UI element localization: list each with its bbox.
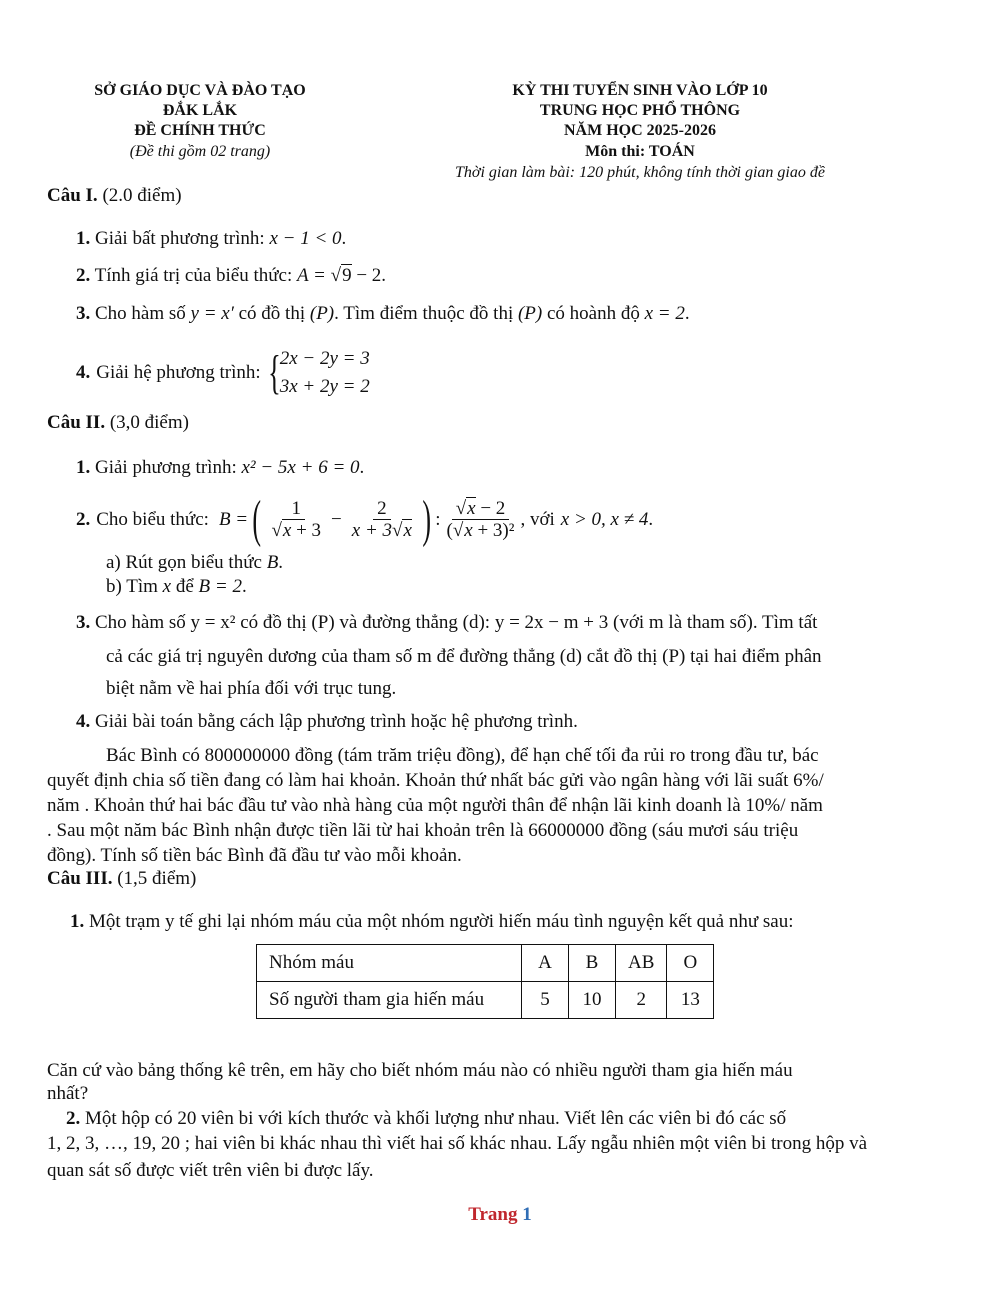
s2-q4-para-2: quyết định chia số tiền đang có làm hai khoản. Khoản thứ nhất bác gửi vào ngân hàng với lãi suất 6%/ [47,770,824,791]
fraction-3-den-tail: + 3)² [472,519,515,541]
s2-q2 [76,490,653,550]
page-footer [0,1204,1000,1226]
s3-q1 [70,911,794,933]
section-2-title: Câu II. [47,412,106,433]
s2-q2-end: . [648,509,654,530]
section-1-heading [47,185,182,207]
s1-q4-num: 4. [76,362,91,383]
footer-page-number: 1 [522,1204,532,1225]
blood-type-table [256,944,714,1019]
table-header-cell: Nhóm máu [257,945,522,982]
s1-q3-text-d: có hoành độ [547,303,640,324]
s2-q3-num: 3. [76,612,91,633]
fraction-3-radicand: x [467,497,476,519]
s2-q2b-mid: để [175,576,194,597]
s2-q2a-math: B [266,552,279,573]
s2-q2a [106,552,283,574]
table-header-cell: A [522,945,569,982]
s2-q2a-text: a) Rút gọn biểu thức [106,552,262,573]
s2-q4-text: Giải bài toán bằng cách lập phương trình hoặc hệ phương trình. [95,711,578,732]
s2-q3-line2: cả các giá trị nguyên dương của tham số m để đường thẳng (d) cắt đồ thị (P) tại hai điểm phân [106,646,822,667]
section-2-points: (3,0 điểm) [109,412,189,433]
s3-q2-line1 [66,1108,786,1130]
section-1-points: (2.0 điểm) [102,185,182,206]
s3-q2-line3: quan sát số được viết trên viên bi được lấy. [47,1160,374,1181]
fraction-1-den: √x + 3 [271,519,322,541]
s2-q2b-math: B = 2 [198,576,242,597]
s2-q1-text: Giải phương trình: [95,457,237,478]
fraction-3-num: √x − 2 [452,499,510,520]
section-3-points: (1,5 điểm) [117,868,197,889]
s3-q2-line2: 1, 2, 3, …, 19, 20 ; hai viên bi khác nhau thì viết hai số khác nhau. Lấy ngẫu nhiên một viên bi trong hộp và [47,1133,868,1154]
table-cell: 13 [667,982,714,1019]
header-school: SỞ GIÁO DỤC VÀ ĐÀO TẠO [94,82,306,99]
s3-q2-text-1: Một hộp có 20 viên bi với kích thước và khối lượng như nhau. Viết lên các viên bi đó các số [85,1108,787,1129]
s1-q1-end: . [341,228,347,249]
s1-q4-text: Giải hệ phương trình: [96,362,261,383]
s1-q3-math-c: (P) [517,303,543,324]
header-pages: (Đề thi gồm 02 trang) [129,143,271,160]
s1-q3-text-b: có đồ thị [238,303,306,324]
fraction-2-head: x + 3 [351,519,393,541]
s2-q4-num: 4. [76,711,91,732]
condition-text: , với [520,509,555,530]
s1-q2-math-b: − 2 [351,265,382,286]
s1-q2-radicand: 9 [342,265,352,286]
header-subject: Môn thi: TOÁN [585,143,695,160]
s2-q2-lhs: B = [218,509,249,530]
fraction-1-tail: + 3 [291,519,322,541]
s2-q4-para-1: Bác Bình có 800000000 đồng (tám trăm triệu đồng), để hạn chế tối đa rủi ro trong đầu tư, bác [106,745,819,766]
table-header-cell: AB [616,945,667,982]
s1-q3-num: 3. [76,303,91,324]
fraction-3-tail: − 2 [475,497,506,519]
fraction-1-num: 1 [288,499,306,520]
s1-q3 [76,303,690,325]
s1-q4 [76,345,370,401]
s2-q3-text-1: Cho hàm số y = x² có đồ thị (P) và đường thẳng (d): y = 2x − m + 3 (với m là tham số). Tìm tất [95,612,818,633]
fraction-1 [267,499,325,542]
system-brace: { [267,346,281,399]
s1-q3-math-d: x = 2 [644,303,685,324]
s1-q4-eq1: 2x − 2y = 3 [279,348,370,369]
s2-q2-text: Cho biểu thức: [96,509,209,530]
fraction-1-radicand: x [282,519,292,541]
s2-q2b-text: b) Tìm [106,576,158,597]
s3-q1-text: Một trạm y tế ghi lại nhóm máu của một nhóm người hiến máu tình nguyện kết quả như sau: [89,911,794,932]
condition-math: x > 0, x ≠ 4 [560,509,649,530]
s1-q1 [76,228,346,250]
s2-q4-para-5: đồng). Tính số tiền bác Bình đã đầu tư vào mỗi khoản. [47,845,462,866]
s3-q1-after-2: nhất? [47,1083,89,1104]
s1-q1-num: 1. [76,228,91,249]
fraction-3-den-radicand: x [464,519,473,541]
close-paren: ) [422,491,431,548]
fraction-2-num: 2 [373,499,391,520]
colon-sign: : [435,509,441,530]
header-year: NĂM HỌC 2025-2026 [564,122,716,139]
s1-q3-math-a: y = x′ [190,303,234,324]
s2-q2a-end: . [278,552,284,573]
s2-q2b [106,576,247,598]
s2-q1-math: x² − 5x + 6 = 0 [241,457,360,478]
header-province: ĐẮK LẮK [162,102,238,119]
s2-q4 [76,711,578,733]
s1-q1-text: Giải bất phương trình: [95,228,265,249]
s2-q1 [76,457,364,479]
table-header-cell: O [667,945,714,982]
section-1-title: Câu I. [47,185,98,206]
minus-sign: − [331,509,342,530]
s1-q2-math-a: A = [297,265,331,286]
fraction-2-radicand: x [403,519,412,541]
s1-q3-end: . [684,303,690,324]
table-row [257,945,714,982]
fraction-2-den: x + 3√x [351,519,412,541]
section-3-title: Câu III. [47,868,113,889]
s2-q2b-end: . [241,576,247,597]
s1-q4-eq2: 3x + 2y = 2 [279,376,370,397]
s2-q2b-var: x [162,576,172,597]
table-cell: 2 [616,982,667,1019]
table-header-cell: B [569,945,616,982]
section-2-heading [47,412,189,434]
fraction-3-den: (√x + 3)² [446,519,515,541]
header-official: ĐỀ CHÍNH THỨC [134,122,266,139]
table-cell: 10 [569,982,616,1019]
footer-label: Trang [468,1204,518,1225]
s3-q1-after-1: Căn cứ vào bảng thống kê trên, em hãy cho biết nhóm máu nào có nhiều người tham gia hiến máu [47,1060,793,1081]
s2-q3-line1 [76,612,817,634]
fraction-2 [348,499,416,542]
s1-q2-end: . [381,265,387,286]
s2-q4-para-3: năm . Khoản thứ hai bác đầu tư vào nhà hàng của một người thân để nhận lãi kinh doanh là 10%/ năm [47,795,823,816]
s1-q3-text-c: . Tìm điểm thuộc đồ thị [334,303,514,324]
table-cell: 5 [522,982,569,1019]
s1-q3-text-a: Cho hàm số [95,303,186,324]
s2-q3-line3: biệt nằm về hai phía đối với trục tung. [106,678,397,699]
s1-q4-system [280,345,370,401]
header-time: Thời gian làm bài: 120 phút, không tính thời gian giao đề [455,164,825,181]
s2-q2-num: 2. [76,509,91,530]
table-cell: Số người tham gia hiến máu [257,982,522,1019]
s3-q2-num: 2. [66,1108,81,1129]
table-row [257,982,714,1019]
s1-q1-math: x − 1 < 0 [269,228,342,249]
s3-q1-num: 1. [70,911,85,932]
s2-q4-para-4: . Sau một năm bác Bình nhận được tiền lãi từ hai khoản trên là 66000000 đồng (sáu mươi sáu triệu [47,820,799,841]
s2-q1-num: 1. [76,457,91,478]
header-level: TRUNG HỌC PHỔ THÔNG [539,102,741,119]
s1-q3-math-b: (P) [309,303,335,324]
s1-q2-text: Tính giá trị của biểu thức: [94,265,293,286]
header-exam: KỲ THI TUYỂN SINH VÀO LỚP 10 [512,82,768,99]
fraction-3-den-head: ( [446,519,453,541]
open-paren: ( [252,491,262,548]
s2-q1-end: . [359,457,365,478]
section-3-heading [47,868,196,890]
s1-q2: 2. Tính giá trị của biểu thức: A = √9 − 2. [76,265,387,286]
fraction-3 [443,499,519,542]
s1-q2-num: 2. [76,265,91,286]
